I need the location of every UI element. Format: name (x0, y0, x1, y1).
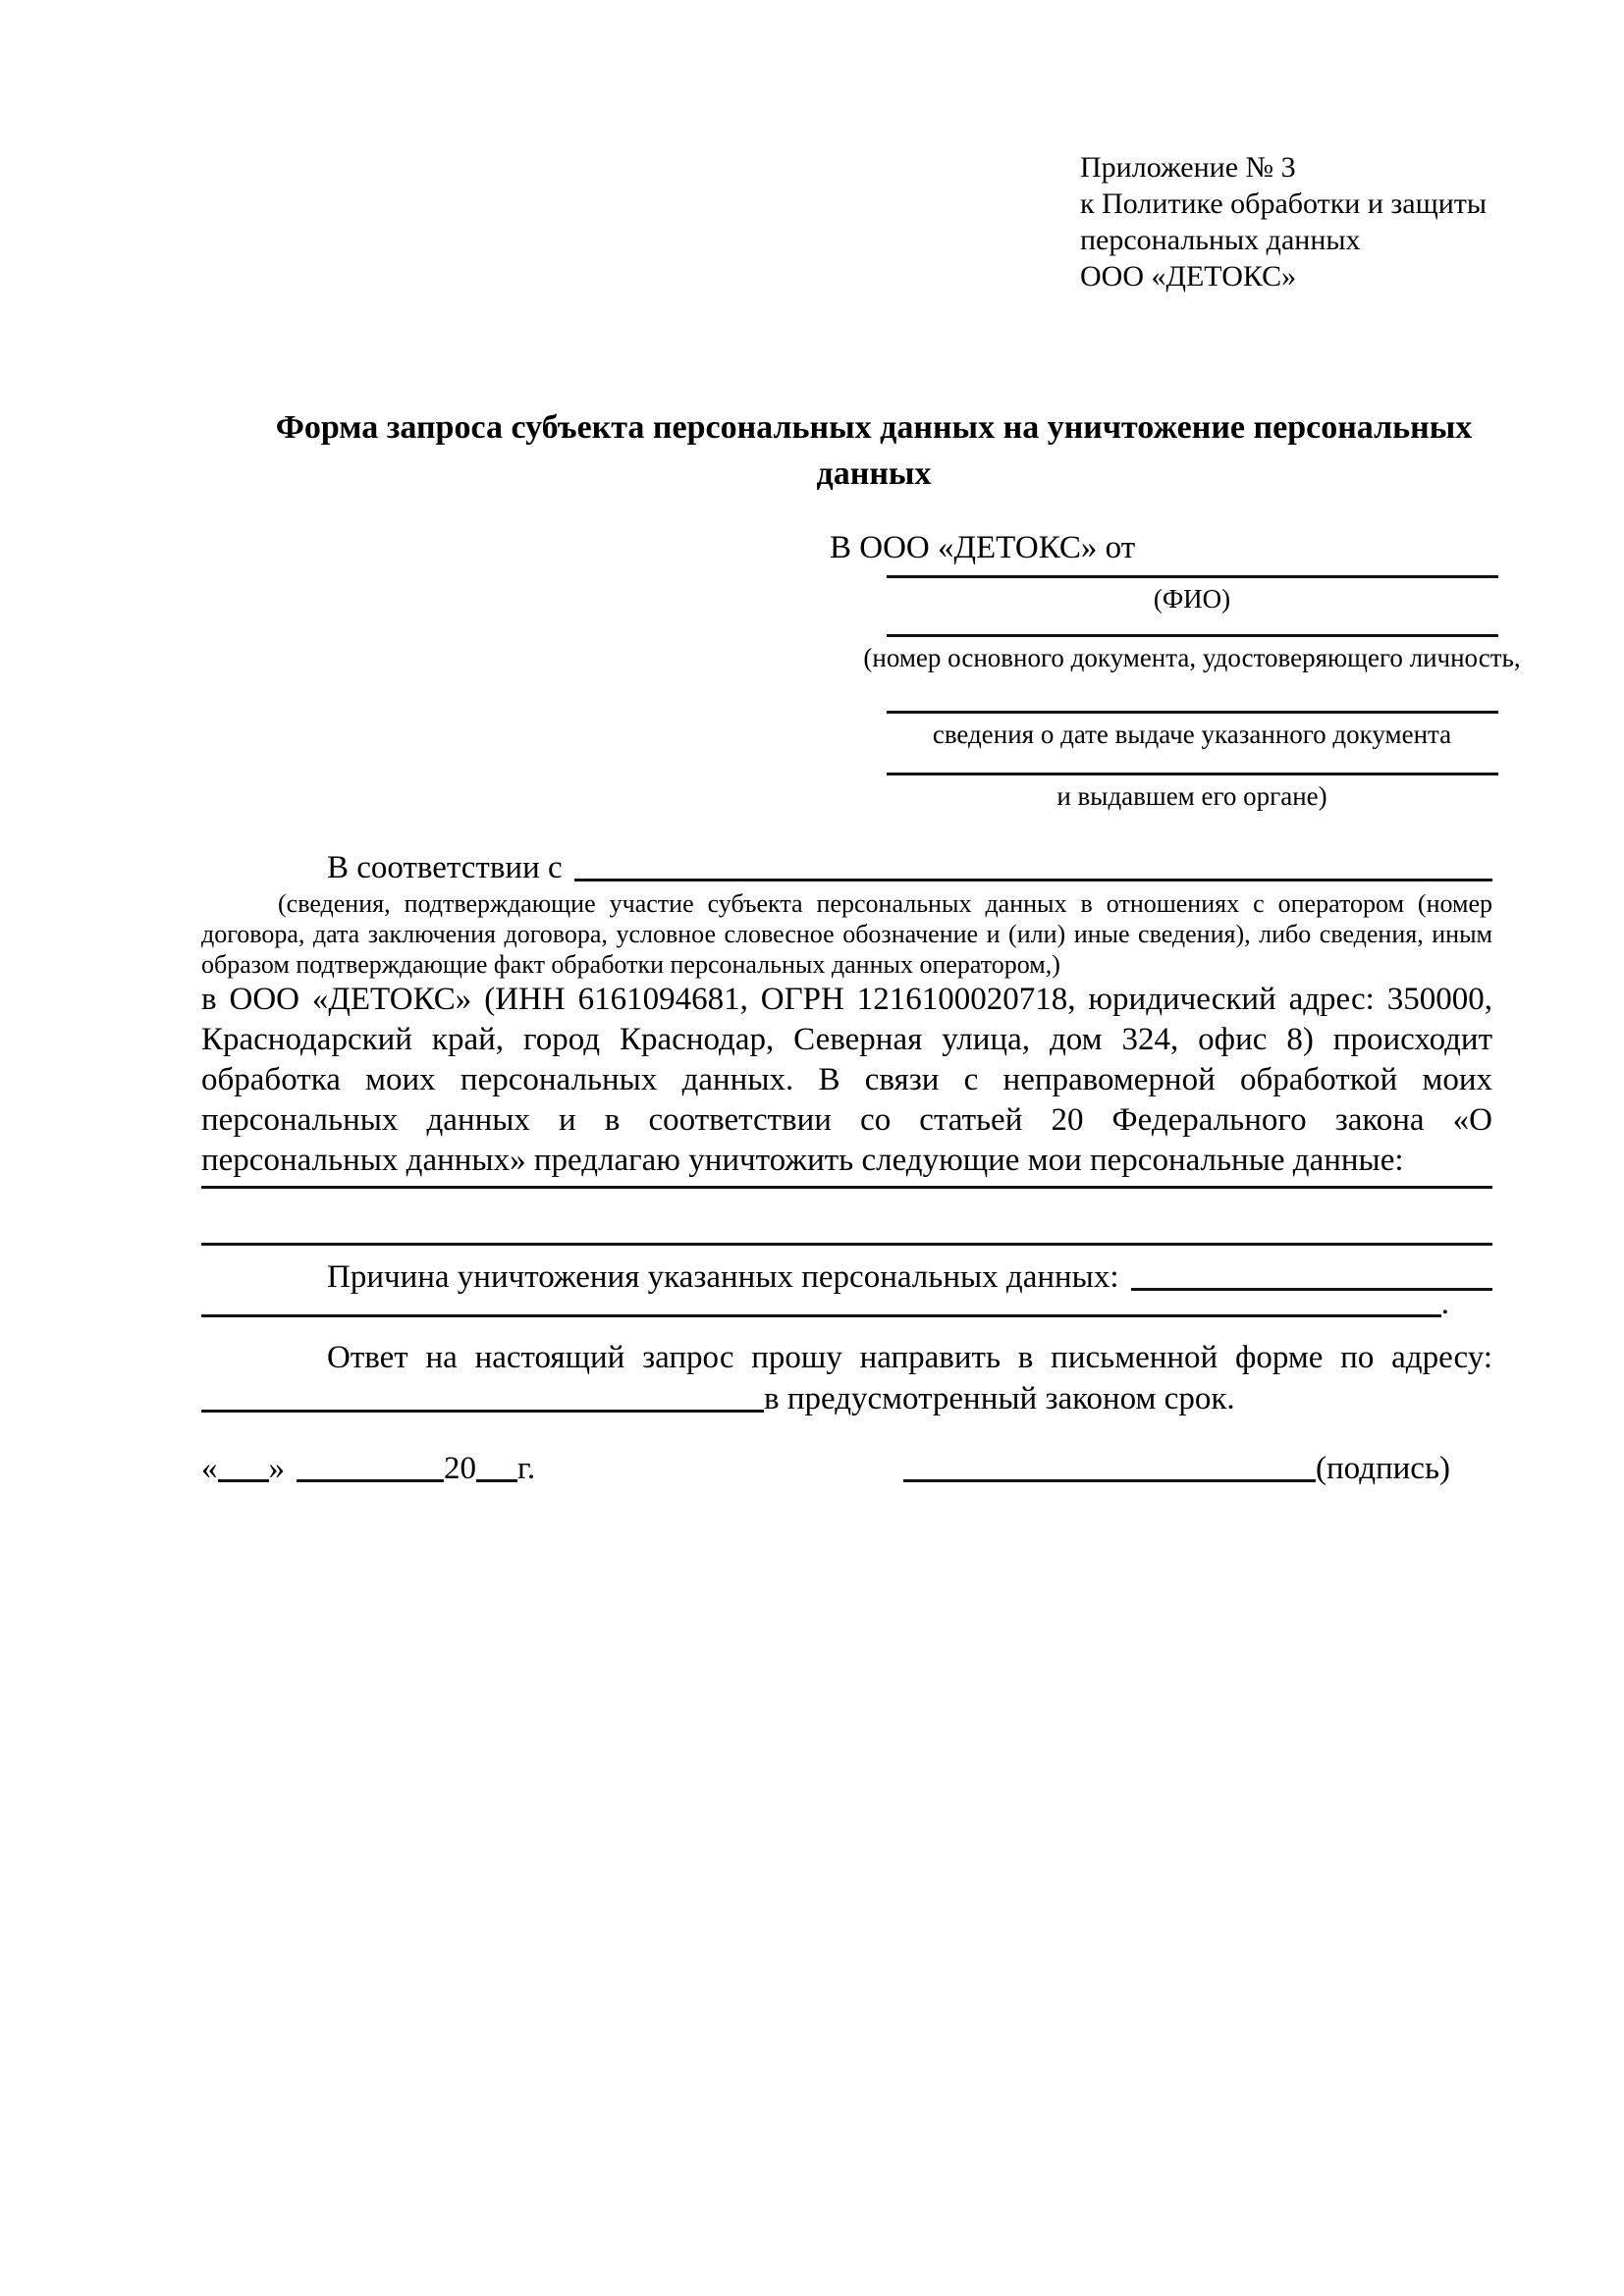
doc-number-caption: (номер основного документа, удостоверяющего личность, (863, 643, 1521, 672)
response-deadline-text: в предусмотренный законом срок. (764, 1381, 1235, 1416)
reason-label: Причина уничтожения указанных персональных данных: (327, 1259, 1119, 1295)
data-blank-line-1 (201, 1186, 1492, 1189)
response-address-row (201, 1379, 1492, 1418)
signature-blank-line (903, 1479, 1316, 1482)
address-blank-line (201, 1410, 764, 1413)
doc-issue-date-blank-line (887, 711, 1498, 714)
accordance-note: (сведения, подтверждающие участие субъекта персональных данных в отношениях с оператором (номер договора, дата заключения договора, условное словесное обозначение и (или) иные сведения), либо сведения, иным образом подтверждающие факт обработки персональных данных оператором,) (201, 889, 1492, 979)
main-paragraph: в ООО «ДЕТОКС» (ИНН 6161094681, ОГРН 1216100020718, юридический адрес: 350000, Краснодарский край, город Краснодар, Северная улица, дом 324, офис 8) происходит обработка моих персональных данных. В связи с неправомерной обработкой моих персональных данных и в соответствии со статьей 20 Федерального закона «О персональных данных» предлагаю уничтожить следующие мои персональные данные: (201, 982, 1492, 1178)
reason-continuation-row (201, 1284, 1492, 1323)
doc-issuer-blank-line (887, 773, 1498, 775)
date-line (201, 1449, 535, 1488)
date-signature-row (201, 1449, 1492, 1498)
doc-issue-date-caption: сведения о дате выдаче указанного документа (932, 720, 1452, 749)
appendix-line-2: к Политике обработки и защиты (1080, 187, 1488, 220)
date-quote-open: « (201, 1451, 218, 1486)
date-day-blank (218, 1479, 269, 1482)
fio-caption: (ФИО) (1153, 584, 1231, 614)
appendix-line-3: персональных данных (1080, 224, 1361, 256)
doc-issuer-caption: и выдавшем его органе) (1056, 781, 1327, 811)
sentence-period: . (1440, 1286, 1449, 1321)
appendix-header (1080, 149, 1487, 294)
accordance-label: В соответствии с (327, 850, 563, 885)
fio-blank-line (887, 575, 1498, 578)
addressee-line: В ООО «ДЕТОКС» от (830, 530, 1136, 565)
date-quote-close: » (268, 1451, 285, 1486)
date-year-blank (476, 1479, 517, 1482)
form-title: Форма запроса субъекта персональных данных на уничтожение персональных данных (275, 409, 1473, 492)
date-month-blank (297, 1479, 444, 1482)
signature-line (903, 1449, 1450, 1488)
data-blank-line-2 (201, 1243, 1492, 1246)
appendix-line-4: ООО «ДЕТОКС» (1080, 260, 1297, 293)
response-paragraph: Ответ на настоящий запрос прошу направить в письменной форме по адресу: (327, 1340, 1492, 1375)
appendix-line-1: Приложение № 3 (1080, 151, 1296, 184)
date-year-suffix: г. (517, 1451, 536, 1486)
signature-caption: (подпись) (1316, 1451, 1450, 1486)
reason-continuation-blank-line (201, 1314, 1441, 1317)
accordance-row (201, 848, 1492, 887)
date-year-prefix: 20 (444, 1451, 476, 1486)
accordance-blank-line (574, 879, 1492, 881)
doc-number-blank-line (887, 634, 1498, 637)
